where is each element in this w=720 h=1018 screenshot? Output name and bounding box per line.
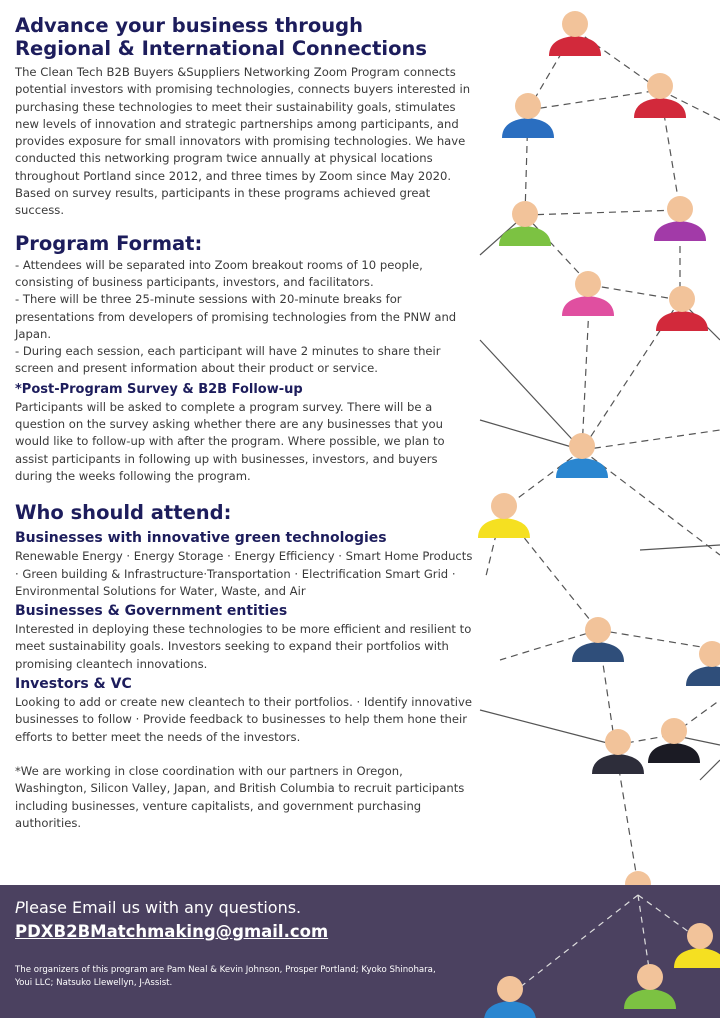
intro-body: The Clean Tech B2B Buyers &Suppliers Networking Zoom Program connects potential investors with promising technologies, connects buyers interested in purchasing these technologies to meet their sustainability goals, stimulates new levels of innovation and strategic partnerships among participants, and provides exposure for small innovators with promising technologies. We have conducted this networking program twice annually at physical locations throughout Portland since 2012, and three times by Zoom since May 2020. Based on survey results, participants in these programs achieved great success. <box>15 65 471 218</box>
main-content <box>15 14 477 832</box>
avatar-man-blue-2 <box>484 976 536 1018</box>
avatar-woman-green <box>624 964 676 1009</box>
avatar-man-yellow-2 <box>674 923 720 968</box>
avatar-man-suit <box>572 617 624 662</box>
intro-title-line2: Regional & International Connections <box>15 37 427 60</box>
format-item-1: - Attendees will be separated into Zoom breakout rooms of 10 people, consisting of business participants, investors, and facilitators. <box>15 257 423 289</box>
network-lines <box>485 30 720 990</box>
avatar-woman-red-2 <box>656 286 708 331</box>
organizers-note: The organizers of this program are Pam Neal & Kevin Johnson, Prosper Portland; Kyoko Shinohara, Youi LLC; Natsuko Llewellyn, J-Assist. <box>15 965 436 988</box>
avatar-man-light-blue <box>556 433 608 478</box>
avatar-man-blue <box>502 93 554 138</box>
intro-title <box>15 14 477 60</box>
person-avatars <box>478 11 720 916</box>
program-format-title: Program Format: <box>15 231 203 255</box>
group-title-investors: Investors & VC <box>15 676 132 693</box>
survey-body: Participants will be asked to complete a program survey. There will be a question on the survey asking whether there are any businesses that you would like to follow-up with after the program. Where possible, we plan to assist participants in following up with businesses, investors, and buyers during the weeks following the program. <box>15 399 445 483</box>
avatar-man-green <box>499 201 551 246</box>
avatar-woman-suit <box>686 641 720 686</box>
partner-note: *We are working in close coordination with our partners in Oregon, Washington, Silicon Valley, Japan, and British Columbia to recruit participants including businesses, venture capitalists, and government purchasing authorities. <box>15 763 465 830</box>
format-item-3: - During each session, each participant will have 2 minutes to share their screen and present information about their product or service. <box>15 344 441 376</box>
email-prompt: Please Email us with any questions. <box>15 898 302 917</box>
avatar-woman-pink <box>562 271 614 316</box>
email-link[interactable]: PDXB2BMatchmaking@gmail.com <box>15 922 329 941</box>
group-body-investors: Looking to add or create new cleantech to their portfolios. · Identify innovative businesses to follow · Provide feedback to businesses to help them hone their efforts to better meet the needs of the investors. <box>15 695 473 744</box>
avatar-man-dark <box>592 729 644 774</box>
intro-title-line1: Advance your business through <box>15 14 363 37</box>
who-attend-title: Who should attend: <box>15 501 232 525</box>
avatar-man-black-suit <box>648 718 700 763</box>
format-item-2: - There will be three 25-minute sessions with 20-minute breaks for presentations from developers of promising technologies from the PNW and Japan. <box>15 292 457 341</box>
footer-network-lines <box>510 895 700 995</box>
group-title-government: Businesses & Government entities <box>15 603 288 620</box>
survey-title: *Post-Program Survey & B2B Follow-up <box>15 381 303 397</box>
avatar-man-yellow <box>478 493 530 538</box>
avatar-woman-glasses <box>634 73 686 118</box>
avatar-woman-red-1 <box>549 11 601 56</box>
group-body-green-tech: Renewable Energy · Energy Storage · Energy Efficiency · Smart Home Products · Green building & Infrastructure·Transportation · Electrification Smart Grid · Environmental Solutions for Water, Waste, and Air <box>15 549 473 598</box>
group-title-green-tech: Businesses with innovative green technologies <box>15 530 387 547</box>
people-network-illustration <box>478 0 720 1018</box>
group-body-government: Interested in deploying these technologies to be more efficient and resilient to meet sustainability goals. Investors seeking to expand their portfolios with promising cleantech innovations. <box>15 622 472 671</box>
footer-avatars <box>478 885 720 1018</box>
avatar-woman-purple <box>654 196 706 241</box>
